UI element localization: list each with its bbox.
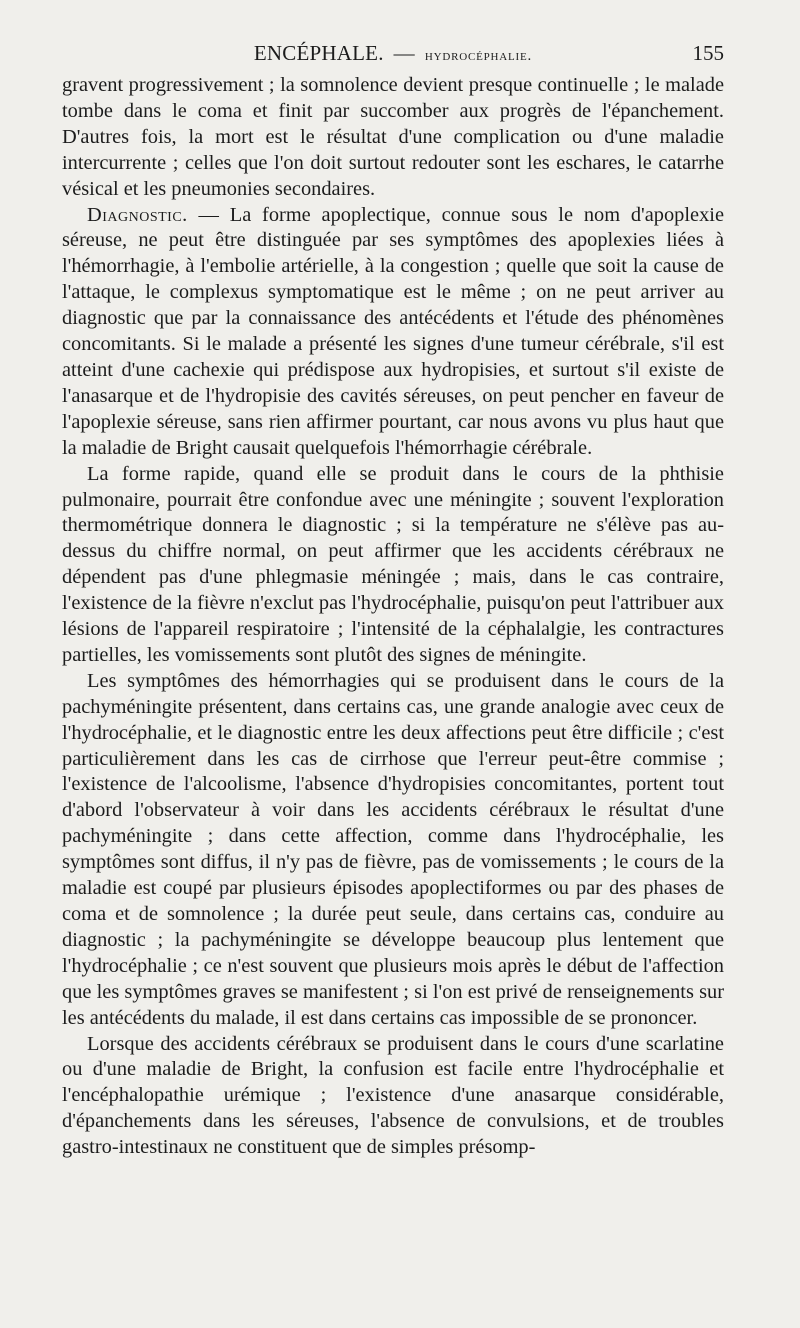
running-head-title: [62, 38, 724, 71]
page-body: [62, 73, 730, 1161]
paragraph-continuation: gravent progressivement ; la somnolence devient presque continuelle ; le malade tombe dans le coma et finit par succomber aux progrès de l'épanchement. D'autres fois, la mort est le résultat d'une complication ou d'une maladie intercurrente ; celles que l'on doit surtout redouter sont les eschares, le catarrhe vésical et les pneumonies secondaires.: [62, 74, 724, 200]
paragraph-forme-rapide: La forme rapide, quand elle se produit dans le cours de la phthisie pulmonaire, pourrait être confondue avec une méningite ; souvent l'exploration thermométrique donnera le diagnostic ; si la température ne s'élève pas au-dessus du chiffre normal, on peut affirmer que les accidents cérébraux ne dépendent pas d'une phlegmasie méningée ; mais, dans le cas contraire, l'existence de la fièvre n'exclut pas l'hydrocéphalie, puisqu'on peut l'attribuer aux lésions de l'appareil respiratoire ; l'intensité de la céphalalgie, les contractures partielles, les vomissements sont plutôt des signes de méningite.: [62, 462, 724, 666]
paragraph-scarlatine-bright: Lorsque des accidents cérébraux se produisent dans le cours d'une scarlatine ou d'une maladie de Bright, la confusion est facile entre l'hydrocéphalie et l'encéphalopathie urémique ; l'existence d'une anasarque considérable, d'épanchements dans les séreuses, l'absence de convulsions, et de troubles gastro-intestinaux ne constituent que de simples présomp-: [62, 1032, 724, 1159]
title-separator: —: [393, 41, 415, 65]
section-subtitle: hydrocéphalie.: [424, 48, 533, 64]
paragraph-pachymeningite: Les symptômes des hémorrhagies qui se produisent dans le cours de la pachyméningite présentent, dans certains cas, une grande analogie avec ceux de l'hydrocéphalie, et le diagnostic entre les deux affections peut être difficile ; c'est particulièrement dans les cas de cirrhose que l'erreur peut-être commise ; l'existence de l'alcoolisme, l'absence d'hydropisies concomitantes, portent tout d'abord l'observateur à voir dans les accidents cérébraux le résultat d'une pachyméningite ; dans cette affection, comme dans l'hydrocéphalie, les symptômes sont diffus, il n'y pas de fièvre, pas de vomissements ; le cours de la maladie est coupé par plusieurs épisodes apoplectiformes ou par des phases de coma et de somnolence ; la durée peut seule, dans certains cas, conduire au diagnostic ; la pachyméningite se développe beaucoup plus lentement que l'hydrocéphalie ; ce n'est souvent que plusieurs mois après le début de l'affection que les symptômes graves se manifestent ; si l'on est privé de renseignements sur les antécédents du malade, il est dans certains cas impossible de se prononcer.: [62, 669, 724, 1029]
chapter-title: ENCÉPHALE.: [253, 41, 384, 65]
section-run-in-heading: Diagnostic.: [87, 203, 188, 226]
page-number: 155: [692, 41, 724, 65]
paragraph-diagnostic-text: — La forme apoplectique, connue sous le nom d'apoplexie séreuse, ne peut être distinguée par ses symptômes des apoplexies liées à l'hémorrhagie, à l'embolie artérielle, à la congestion ; quelle que soit la cause de l'attaque, le complexus symptomatique est le même ; on ne peut arriver au diagnostic que par la connaissance des antécédents et l'étude des phénomènes concomitants. Si le malade a présenté les signes d'une tumeur cérébrale, s'il est atteint d'une cachexie qui prédispose aux hydropisies, et surtout s'il existe de l'anasarque et de l'hydropisie des cavités séreuses, on peut pencher en faveur de l'apoplexie séreuse, sans rien affirmer pourtant, car nous avons vu plus haut que la maladie de Bright causait quelquefois l'hémorrhagie cérébrale.: [62, 203, 730, 459]
paragraph-diagnostic: [62, 203, 730, 462]
running-header: [62, 38, 724, 68]
